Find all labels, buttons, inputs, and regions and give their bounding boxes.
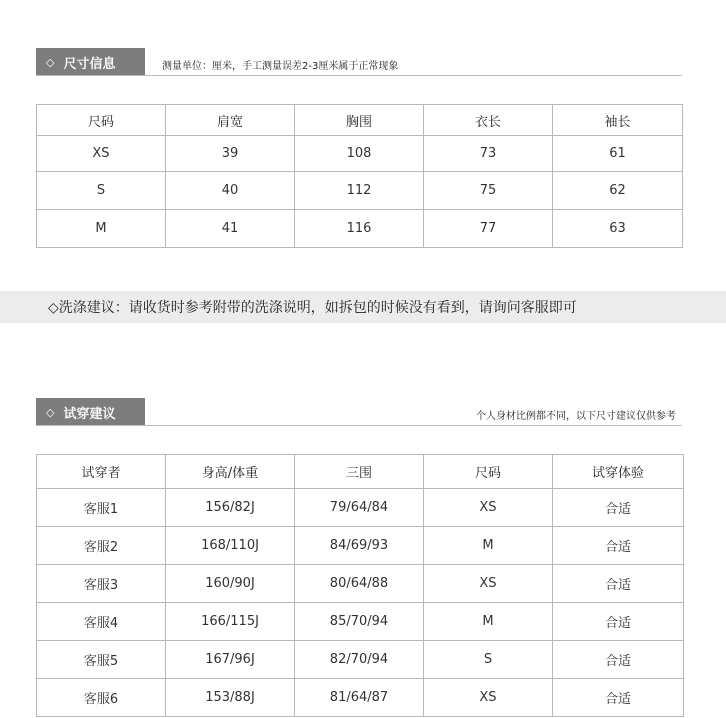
fit-header-cell: 尺码 [424, 455, 553, 489]
size-cell: 40 [166, 172, 295, 210]
fit-cell: 84/69/93 [295, 527, 424, 565]
fit-cell: 79/64/84 [295, 489, 424, 527]
table-row [37, 565, 684, 603]
fit-cell: 客服6 [37, 679, 166, 717]
size-section-divider [36, 75, 682, 76]
fit-section-note: 个人身材比例都不同，以下尺寸建议仅供参考 [476, 411, 676, 422]
fit-header-cell: 试穿者 [37, 455, 166, 489]
size-cell: 73 [424, 136, 553, 172]
size-cell: 75 [424, 172, 553, 210]
size-header-cell: 胸围 [295, 105, 424, 136]
fit-cell: 160/90J [166, 565, 295, 603]
fit-cell: 166/115J [166, 603, 295, 641]
size-section-note: 测量单位：厘米，手工测量误差2-3厘米属于正常现象 [162, 61, 399, 72]
fit-cell: 合适 [553, 603, 684, 641]
size-cell: 39 [166, 136, 295, 172]
fit-section-divider [36, 425, 682, 426]
table-row [37, 679, 684, 717]
fit-table-header-row [37, 455, 684, 489]
fit-cell: XS [424, 679, 553, 717]
table-row [37, 603, 684, 641]
fit-cell: 156/82J [166, 489, 295, 527]
diamond-icon: ◇ [46, 55, 55, 69]
fit-cell: XS [424, 489, 553, 527]
size-cell: 61 [553, 136, 683, 172]
fit-cell: 168/110J [166, 527, 295, 565]
fit-cell: M [424, 603, 553, 641]
size-cell: XS [37, 136, 166, 172]
fit-cell: 客服2 [37, 527, 166, 565]
wash-advice-banner: ◇洗涤建议：请收货时参考附带的洗涤说明，如拆包的时候没有看到，请询问客服即可 [0, 291, 726, 323]
fit-cell: XS [424, 565, 553, 603]
fit-header-cell: 三围 [295, 455, 424, 489]
table-row [37, 172, 683, 210]
fit-cell: M [424, 527, 553, 565]
fit-cell: 80/64/88 [295, 565, 424, 603]
fit-cell: 85/70/94 [295, 603, 424, 641]
fit-cell: 合适 [553, 679, 684, 717]
size-cell: 116 [295, 210, 424, 248]
fit-cell: 153/88J [166, 679, 295, 717]
diamond-icon: ◇ [46, 405, 55, 419]
size-cell: 41 [166, 210, 295, 248]
fit-header-cell: 试穿体验 [553, 455, 684, 489]
fit-cell: 82/70/94 [295, 641, 424, 679]
size-cell: 108 [295, 136, 424, 172]
fit-cell: 客服3 [37, 565, 166, 603]
size-cell: 63 [553, 210, 683, 248]
fit-cell: 客服4 [37, 603, 166, 641]
size-cell: 112 [295, 172, 424, 210]
fit-cell: 合适 [553, 641, 684, 679]
fit-cell: 81/64/87 [295, 679, 424, 717]
size-cell: S [37, 172, 166, 210]
fit-cell: 合适 [553, 565, 684, 603]
size-table [36, 104, 683, 248]
fit-cell: 合适 [553, 489, 684, 527]
size-header-cell: 肩宽 [166, 105, 295, 136]
size-cell: 77 [424, 210, 553, 248]
fit-cell: S [424, 641, 553, 679]
table-row [37, 136, 683, 172]
fit-section-title: 试穿建议 [63, 406, 116, 422]
size-table-header-row [37, 105, 683, 136]
size-header-cell: 尺码 [37, 105, 166, 136]
fit-cell: 167/96J [166, 641, 295, 679]
fit-header-cell: 身高/体重 [166, 455, 295, 489]
size-header-cell: 袖长 [553, 105, 683, 136]
table-row [37, 641, 684, 679]
fit-cell: 客服5 [37, 641, 166, 679]
fit-section-header [36, 398, 682, 426]
size-section-header [36, 48, 682, 76]
fit-cell: 合适 [553, 527, 684, 565]
fit-section-tag [36, 398, 145, 426]
table-row [37, 489, 684, 527]
table-row [37, 210, 683, 248]
size-header-cell: 衣长 [424, 105, 553, 136]
size-cell: 62 [553, 172, 683, 210]
fit-cell: 客服1 [37, 489, 166, 527]
size-section-title: 尺寸信息 [63, 56, 116, 72]
size-section-tag [36, 48, 145, 76]
table-row [37, 527, 684, 565]
size-cell: M [37, 210, 166, 248]
fit-table [36, 454, 684, 717]
